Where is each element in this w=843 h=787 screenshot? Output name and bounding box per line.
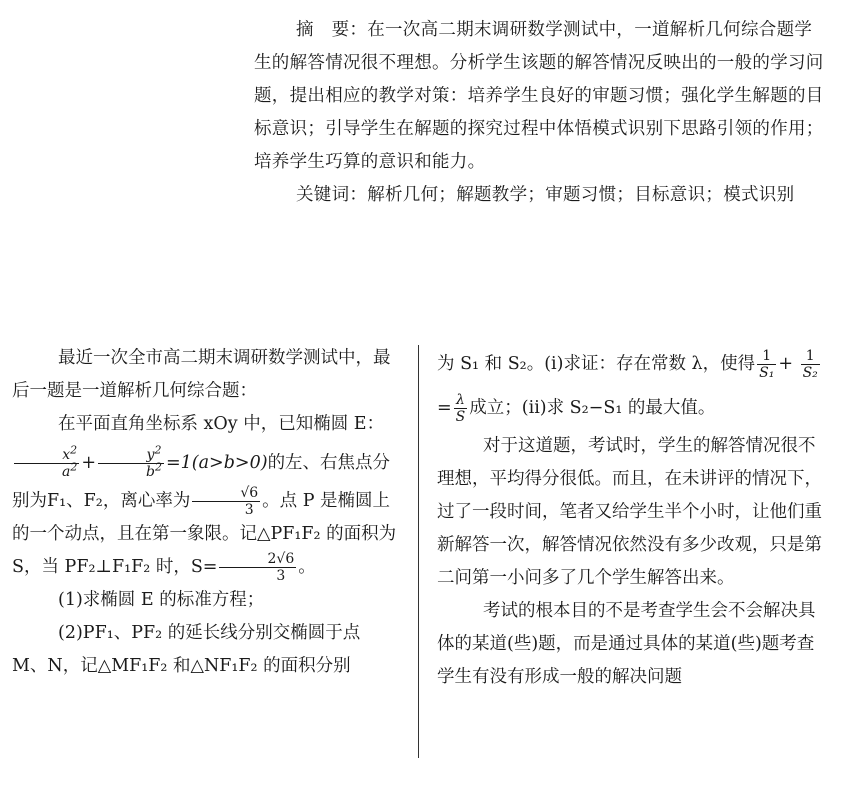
right-column — [437, 342, 827, 694]
abstract-text: 在一次高二期末调研数学测试中，一道解析几何综合题学生的解答情况很不理想。分析学生该题的解答情况反映出的一般的学习问题，提出相应的教学对策：培养学生良好的审题习惯；强化学生解题的目标意识；引导学生在解题的探究过程中体悟模式识别下思路引领的作用；培养学生巧算的意识和能力。 — [254, 20, 824, 172]
problem-text-3: F₁、F₂，离心率为 — [47, 491, 191, 511]
body-paragraph-1: 对于这道题，考试时，学生的解答情况很不理想，平均得分很低。而且，在未讲评的情况下，过了一段时间，笔者又给学生半个小时，让他们重新解答一次，解答情况依然没有多少改观，只是第二问第一小问多了几个学生解答出来。 — [437, 436, 822, 588]
column-divider — [418, 345, 419, 758]
problem-text-5: 。 — [298, 557, 316, 577]
problem-text-2: 的左、右焦点分别为 — [12, 453, 391, 511]
lambda-over-s — [454, 392, 468, 425]
area-numerator: 2√6 — [219, 551, 296, 568]
ellipse-equation — [12, 443, 268, 480]
abstract-heading: 摘 要： — [296, 20, 368, 40]
keywords-text: 解析几何；解题教学；审题习惯；目标意识；模式识别 — [367, 185, 795, 205]
plus-sign-2: + — [778, 354, 793, 374]
problem-continuation — [437, 342, 827, 430]
one-over-s2 — [801, 348, 820, 381]
abstract-paragraph — [254, 14, 829, 179]
eccentricity-numerator: √6 — [192, 485, 260, 502]
continuation-text-1: 为 S₁ 和 S₂。(i)求证：存在常数 λ，使得 — [437, 354, 756, 374]
abstract-block — [254, 14, 829, 212]
one-over-s1 — [757, 348, 776, 381]
continuation-text-2: 成立；(ii)求 S₂−S₁ 的最大值。 — [469, 398, 716, 418]
one-over-s2-num: 1 — [801, 348, 820, 365]
one-over-s1-num: 1 — [757, 348, 776, 365]
keywords-line — [254, 179, 829, 212]
lambda-over-s-den: S — [455, 409, 466, 425]
problem-paragraph — [12, 408, 400, 584]
problem-text-1: 在平面直角坐标系 xOy 中，已知椭圆 E： — [58, 414, 385, 434]
body-paragraph-2: 考试的根本目的不是考查学生会不会解决具体的某道(些)题，而是通过具体的某道(些)题考查学生有没有形成一般的解决问题 — [437, 601, 816, 687]
one-over-s1-den: S₁ — [759, 365, 775, 381]
equals-sign: = — [437, 398, 452, 418]
keywords-heading: 关键词： — [296, 185, 368, 205]
y2-over-b2: $\frac{y^2}{b^2}$ — [98, 447, 164, 480]
part-2: (2)PF₁、PF₂ 的延长线分别交椭圆于点 M、N，记△MF₁F₂ 和△NF₁F₂ 的面积分别 — [12, 623, 361, 676]
ellipse-rhs: =1(a>b>0) — [166, 453, 268, 473]
left-column — [12, 342, 400, 683]
area-fraction — [219, 551, 296, 584]
eccentricity-fraction — [192, 485, 260, 518]
area-denominator: 3 — [276, 568, 286, 584]
one-over-s2-den: S₂ — [802, 365, 818, 381]
problem-text-4: 。点 P 是椭圆上的一个动点，且在第一象限。记△PF₁F₂ 的面积为 S，当 PF₂⊥F₁F₂ 时，S= — [12, 491, 397, 577]
part-1: (1)求椭圆 E 的标准方程； — [58, 590, 265, 610]
intro-paragraph: 最近一次全市高二期末调研数学测试中，最后一题是一道解析几何综合题： — [12, 348, 391, 401]
eccentricity-denominator: 3 — [244, 502, 254, 518]
x2-over-a2: $\frac{x^2}{a^2}$ — [14, 447, 79, 480]
lambda-over-s-num: λ — [454, 392, 468, 409]
plus-sign: + — [81, 453, 97, 473]
